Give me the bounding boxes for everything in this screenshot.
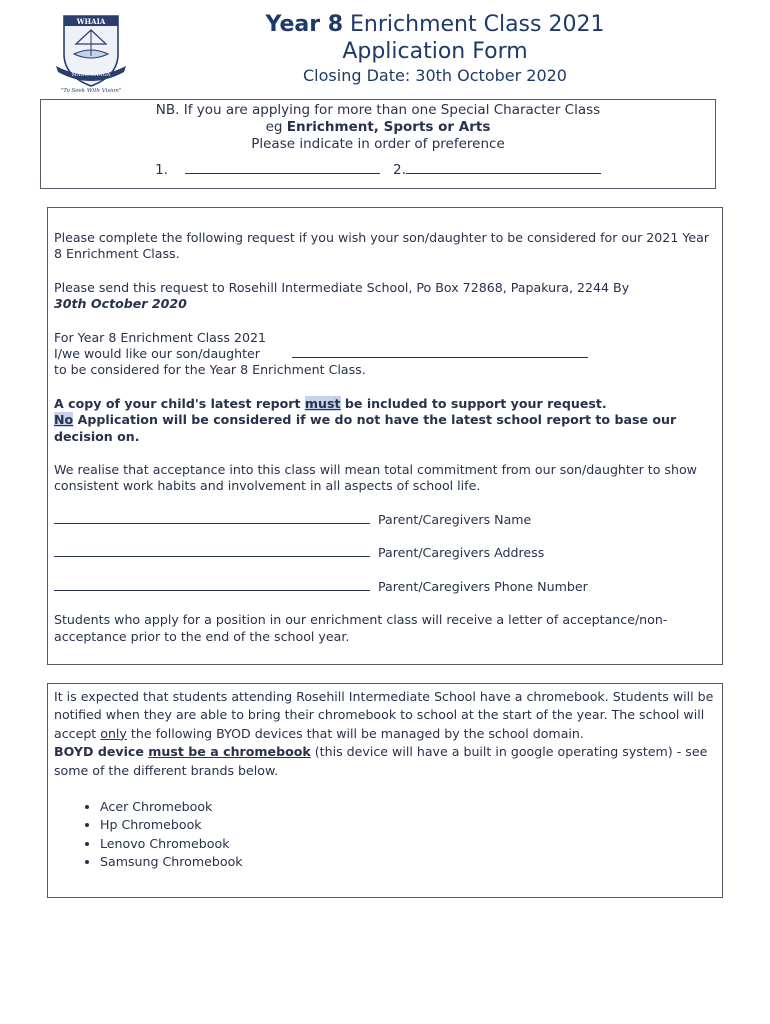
report-requirement: A copy of your child's latest report must be included to support your request. No Application will be considered if we do not have the latest school report to base our decision on. xyxy=(54,395,677,444)
preference-1-label: 1. xyxy=(155,162,168,178)
intro-paragraph: Please complete the following request if you wish your son/daughter to be considered for our 2021 Year 8 Enrichment Class. xyxy=(54,230,709,262)
preference-2-field[interactable] xyxy=(406,161,601,174)
nb-line-3: Please indicate in order of preference xyxy=(251,136,505,152)
form-subtitle: Application Form xyxy=(342,39,528,64)
list-item: • Samsung Chromebook xyxy=(100,853,716,871)
commitment-paragraph: We realise that acceptance into this class will mean total commitment from our son/daughter to show consistent work habits and involvement in all aspects of school life. xyxy=(54,462,697,494)
request-block: For Year 8 Enrichment Class 2021 I/we would like our son/daughter to be considered for the Year 8 Enrichment Class. xyxy=(54,330,716,379)
brand-list xyxy=(54,798,716,872)
parent-address-field[interactable] xyxy=(54,545,370,557)
notification-paragraph: Students who apply for a position in our enrichment class will receive a letter of acceptance/non-acceptance prior to the end of the school year. xyxy=(54,612,668,644)
form-title: Year 8 Enrichment Class 2021 xyxy=(265,12,605,37)
parent-phone-row: Parent/Caregivers Phone Number xyxy=(54,579,716,595)
list-item: • Acer Chromebook xyxy=(100,798,716,816)
school-crest-logo xyxy=(52,10,130,94)
preference-1-field[interactable] xyxy=(185,161,380,174)
byod-paragraph: It is expected that students attending Rosehill Intermediate School have a chromebook. Students will be notified when they are able to bring their chromebook to school at the start of the year. The school will accept only the following BYOD devices that will be managed by the school domain. xyxy=(54,689,714,741)
application-section xyxy=(47,207,723,665)
byod-requirement: BOYD device must be a chromebook (this device will have a built in google operating system) - see some of the different brands below. xyxy=(54,744,708,778)
preference-note-box xyxy=(40,99,716,189)
send-instructions: Please send this request to Rosehill Intermediate School, Po Box 72868, Papakura, 2244 By 30th October 2020 xyxy=(54,279,630,312)
parent-name-row: Parent/Caregivers Name xyxy=(54,512,716,528)
preference-2-label: 2. xyxy=(393,162,406,178)
parent-phone-field[interactable] xyxy=(54,579,370,591)
parent-name-field[interactable] xyxy=(54,512,370,524)
svg-text:WHAIA: WHAIA xyxy=(76,17,106,26)
preference-fields xyxy=(41,161,715,179)
svg-text:"To Seek With Vision": "To Seek With Vision" xyxy=(60,88,122,94)
nb-line-2: eg Enrichment, Sports or Arts xyxy=(265,119,491,135)
parent-address-row: Parent/Caregivers Address xyxy=(54,545,716,561)
byod-section xyxy=(47,683,723,898)
svg-text:MĀTAURANGA: MĀTAURANGA xyxy=(71,72,111,78)
list-item: • Hp Chromebook xyxy=(100,816,716,834)
list-item: • Lenovo Chromebook xyxy=(100,835,716,853)
nb-line-1: NB. If you are applying for more than one Special Character Class xyxy=(155,102,601,118)
child-name-field[interactable] xyxy=(292,346,588,358)
closing-date: Closing Date: 30th October 2020 xyxy=(303,66,567,85)
deadline-date: 30th October 2020 xyxy=(54,296,187,312)
